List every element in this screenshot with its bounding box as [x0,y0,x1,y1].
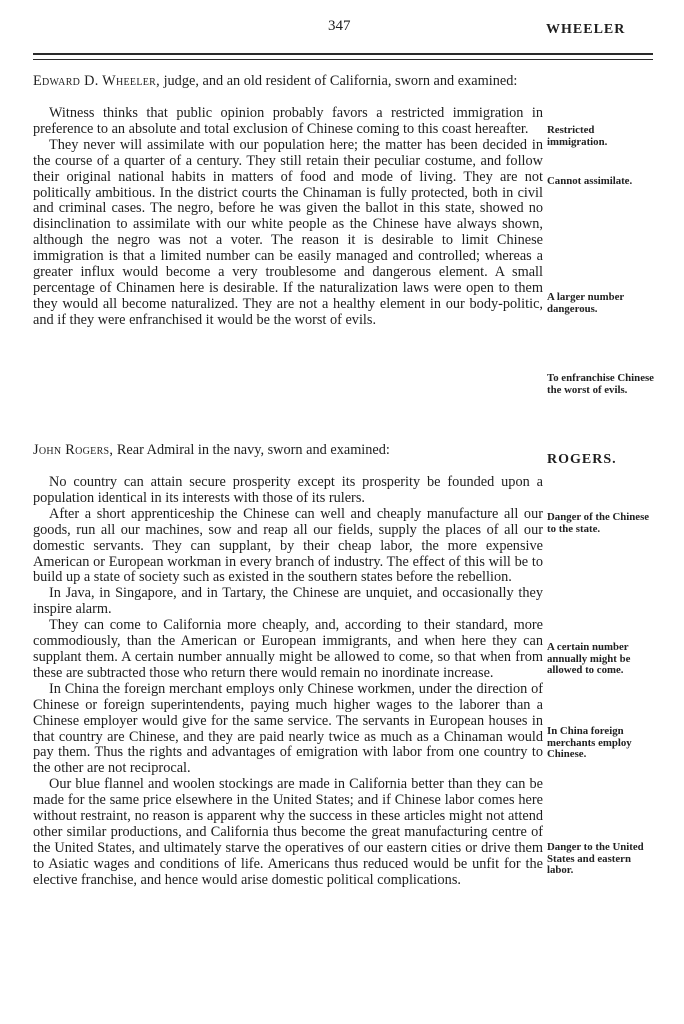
witness-description: judge, and an old resident of California, sworn and examined: [163,73,518,89]
margin-note: Restricted immigration. [547,124,608,148]
paragraph: In China the foreign merchant employs only Chinese workmen, under the direction of Chinese or foreign superintendents, paying much higher wages to the laborer than a Chinese employer would give for the same service. The servants in European houses in that country are Chinese, and they are paid nearly twice as much as a Chinaman would pay them. Thus the rights and advantages of emigration with labor from one country to the other are not reciprocal. [33,680,543,777]
paragraph: After a short apprenticeship the Chinese can well and cheaply manufacture all our goods, run all our machines, sow and reap all our fields, supply the places of all our domestic servants. They can supplant, by their cheap labor, the more expensive American or European workman in every branch of industry. The effect of this will be to build up a state of society such as existed in the southern states before the rebellion. [33,505,543,586]
margin-note: Danger to the United States and eastern labor. [547,841,644,876]
margin-heading: ROGERS. [547,452,617,467]
witness-description: Rear Admiral in the navy, sworn and examined: [116,442,390,458]
margin-note: A certain number annually might be allowed to come. [547,641,631,676]
witness-name: John Rogers, [33,442,114,458]
paragraph: They never will assimilate with our population here; the matter has been decided in the course of a quarter of a century. They still retain their peculiar costume, and follow their original national habits in matters of food and mode of living. They are not politically ambitious. In the district courts the Chinaman is fully protected, both in civil and criminal cases. The negro, before he was given the ballot in this state, showed no disinclination to assimilate with our white people as the Chinese have always shown, although the negro was not a voter. The reason it is desirable to limit Chinese immigration is that a limited number can be easily managed and controlled; whereas a greater influx would become a very troublesome and dangerous element. A small percentage of Chinamen here is desirable. If the naturalization laws were open to them they would all become naturalized. They are not a healthy element in our body-politic, and if they were enfranchised it would be the worst of evils. [33,136,543,328]
header-rule-thick [33,53,653,55]
page-number: 347 [328,18,351,34]
margin-note: Cannot assimilate. [547,175,633,187]
margin-note: A larger number dangerous. [547,291,624,315]
header-rule-thin [33,59,653,60]
paragraph: Witness thinks that public opinion probably favors a restricted immigration in preference to an absolute and total exclusion of Chinese coming to this coast hereafter. [33,105,543,137]
margin-note: Danger of the Chinese to the state. [547,511,650,535]
paragraph: Our blue flannel and woolen stockings are made in California better than they can be made for the same price elsewhere in the United States; and if Chinese labor comes here without restraint, no reason is apparent why the success in these articles might not attend other similar productions, and California thus become the great manufacturing centre of the United States, and ultimately starve the operatives of our eastern cities or drive them to Asiatic wages and conditions of life. Americans thus reduced would be unfit for the elective franchise, and hence would arise domestic political complications. [33,776,543,888]
margin-note: In China foreign merchants employ Chinese. [547,725,632,760]
paragraph: No country can attain secure prosperity except its prosperity be founded upon a population identical in its interests with those of its rulers. [33,474,543,506]
paragraph: In Java, in Singapore, and in Tartary, the Chinese are unquiet, and occasionally they inspire alarm. [33,585,543,618]
margin-note: To enfranchise Chinese the worst of evils. [547,372,654,396]
rogers-testimony [33,441,543,889]
wheeler-testimony [33,72,543,329]
witness-intro [33,441,543,459]
witness-name: Edward D. Wheeler, [33,73,160,89]
paragraph: They can come to California more cheaply, and, according to their standard, more commodiously, than the American or European immigrants, and when here they can supplant them. A certain number annually might be allowed to come, so that when from these are subtracted those who return there would remain no inordinate increase. [33,617,543,681]
witness-intro [33,72,543,90]
running-head: WHEELER [546,22,626,37]
